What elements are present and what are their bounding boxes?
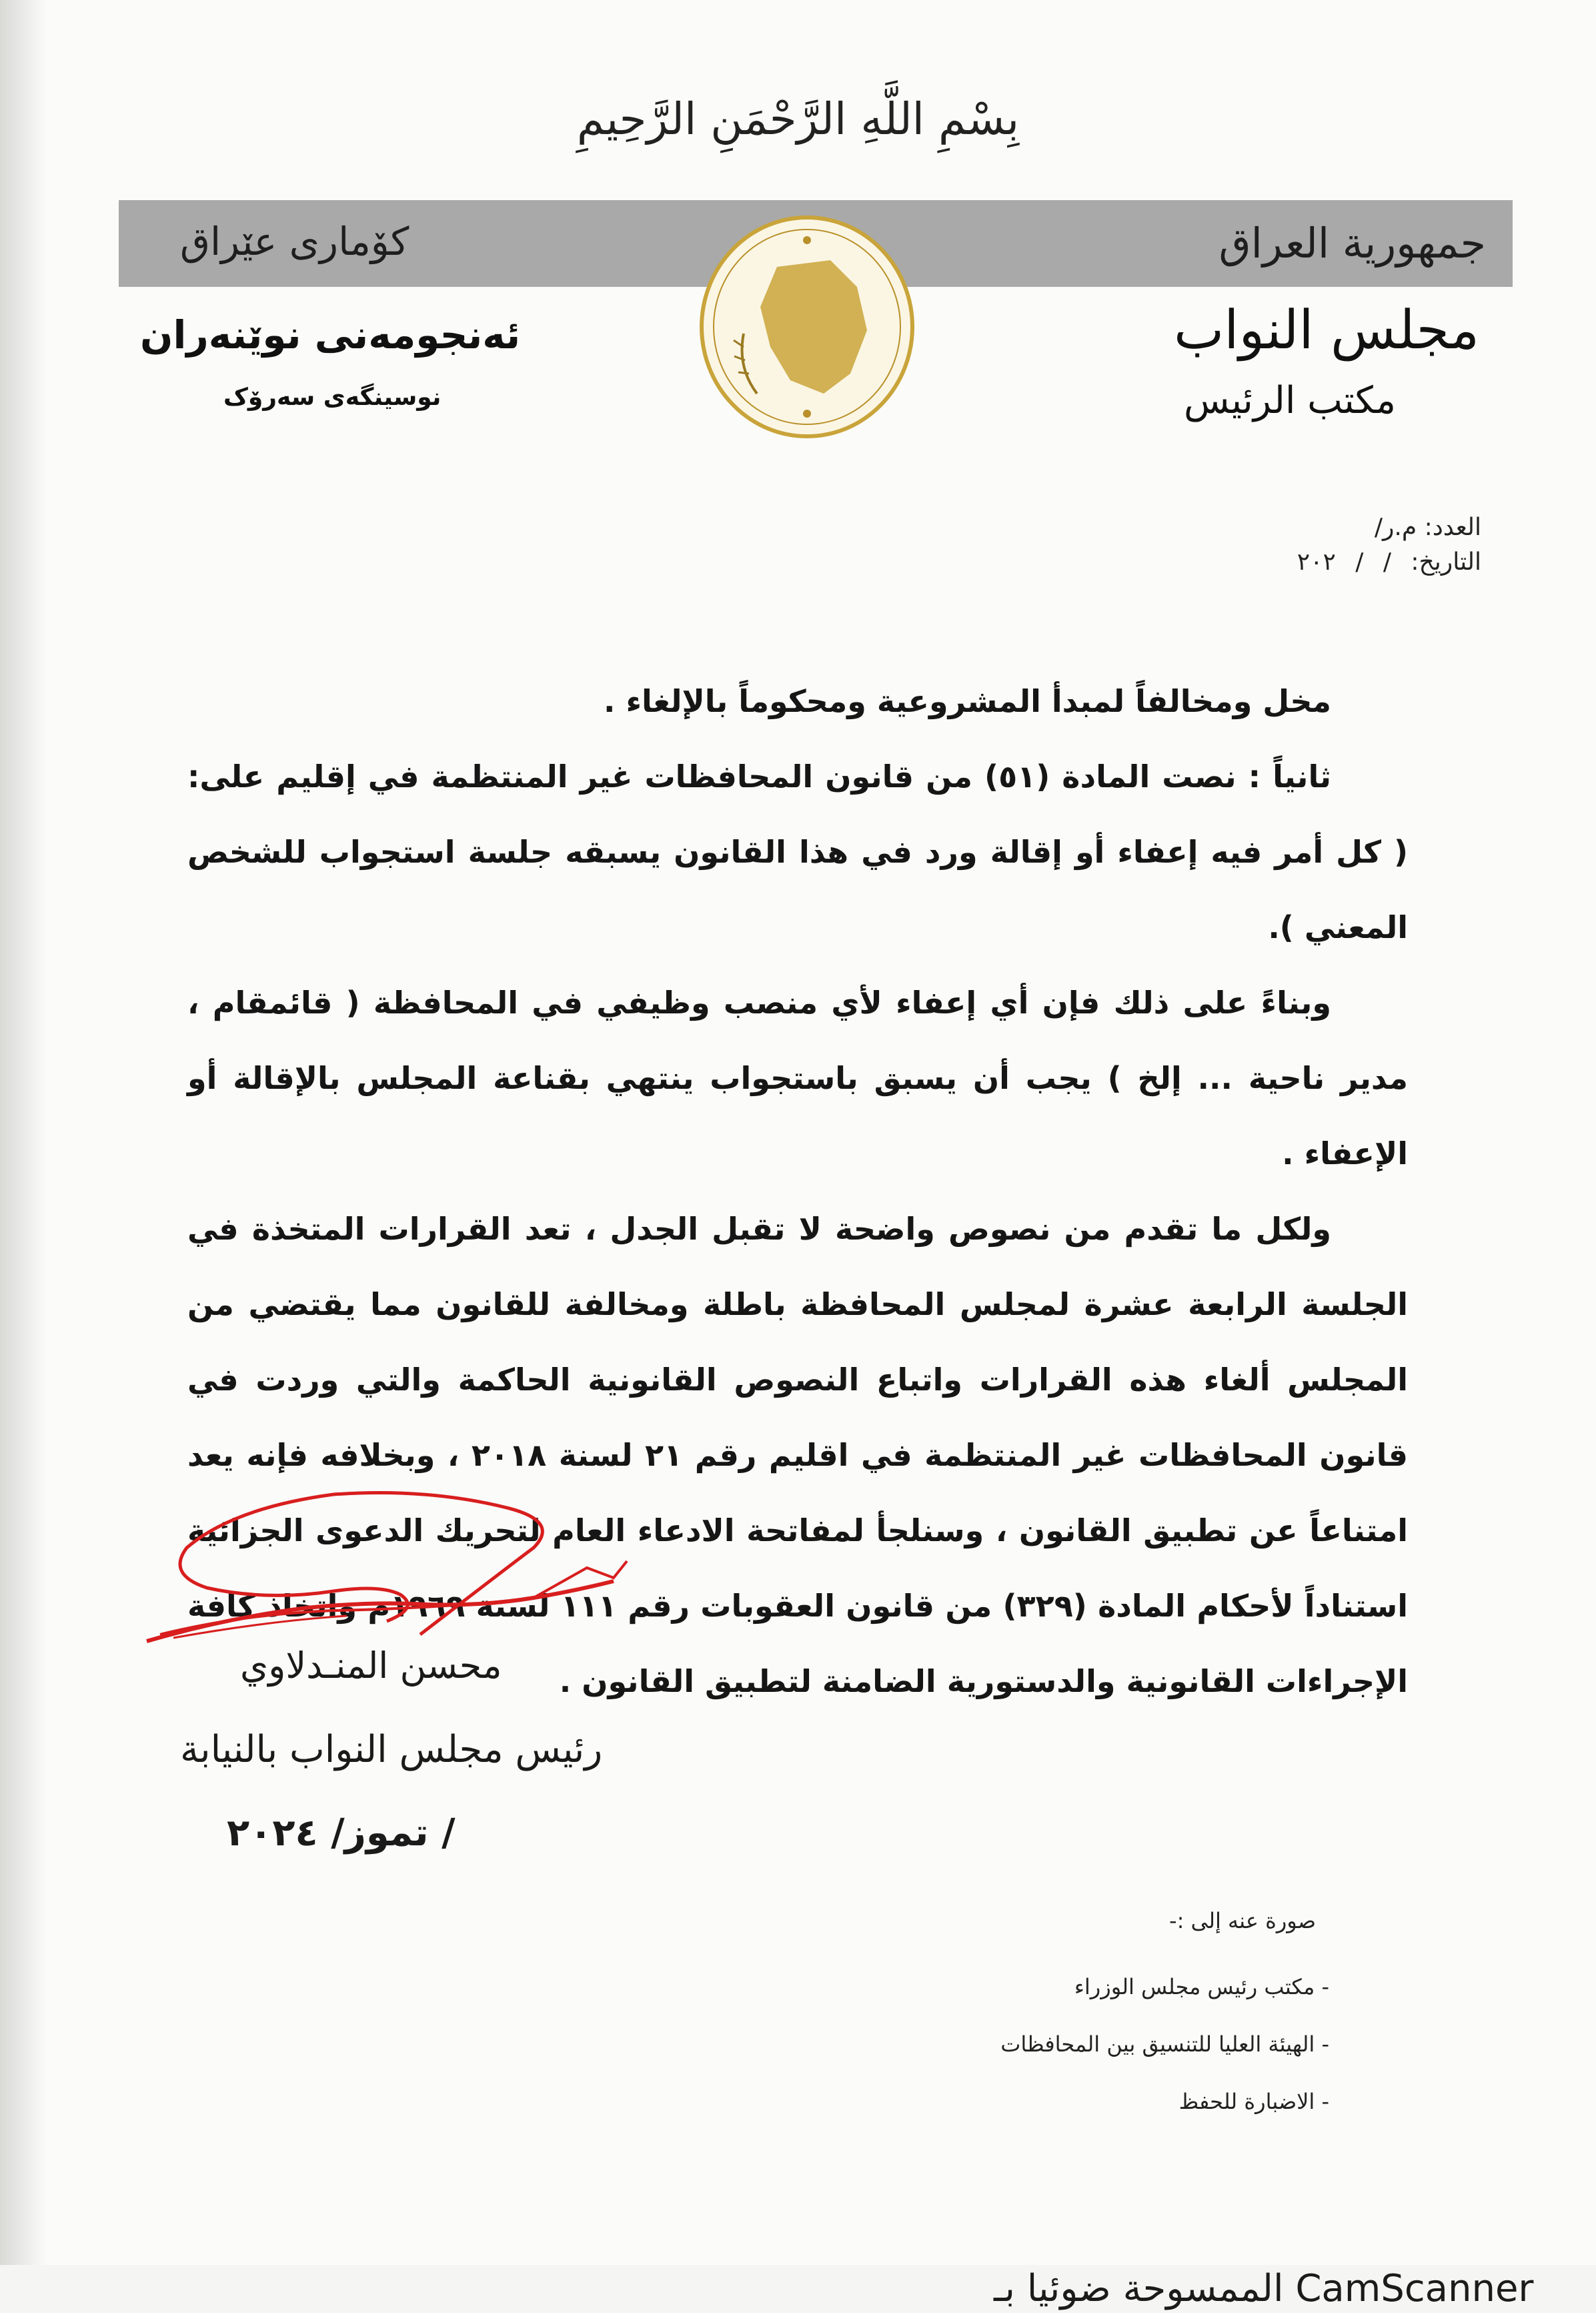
republic-name-kurdish: كۆماری عێراق bbox=[180, 219, 410, 264]
body-paragraph-2: ثانياً : نصت المادة (٥١) من قانون المحافظات غير المنتظمة في إقليم على: ( كل أمر فيه إعفاء أو إقالة ورد في هذا القانون يسبقه جلسة استجواب للشخص المعني ). bbox=[187, 759, 1408, 945]
cc-list bbox=[1000, 1958, 1329, 2130]
body-paragraph-4: ولكل ما تقدم من نصوص واضحة لا تقبل الجدل ، تعد القرارات المتخذة في الجلسة الرابعة عشرة لمجلس المحافظة باطلة ومخالفة للقانون مما يقتضي من المجلس ألغاء هذه القرارات واتباع النصوص القانونية الحاكمة والتي وردت في قانون المحافظات غير المنتظمة في اقليم رقم ٢١ لسنة ٢٠١٨ ، وبخلافه فإنه يعد امتناعاً عن تطبيق القانون ، وسنلجأ لمفاتحة الادعاء العام لتحريك الدعوى الجزائية استناداً لأحكام المادة (٣٢٩) من قانون العقوبات رقم ١١١ لسنة ١٩٦٩م واتخاذ كافة الإجراءات القانونية والدستورية الضامنة لتطبيق القانون . bbox=[187, 1211, 1408, 1699]
cc-item: - الاضبارة للحفظ bbox=[1178, 2089, 1329, 2114]
office-name-arabic: مكتب الرئيس bbox=[1183, 379, 1396, 422]
cc-heading: صورة عنه إلى :- bbox=[1169, 1908, 1316, 1933]
signatory-name: محسن المنـدلاوي bbox=[240, 1645, 502, 1687]
council-name-kurdish: ئەنجومەنی نوێنەران bbox=[140, 312, 521, 358]
cc-item: - الهيئة العليا للتنسيق بين المحافظات bbox=[1000, 2031, 1329, 2057]
parliament-seal-icon bbox=[697, 213, 917, 440]
signature-date: / تموز/ ٢٠٢٤ bbox=[227, 1811, 456, 1855]
handwritten-signature bbox=[133, 1468, 654, 1668]
republic-name-arabic: جمهورية العراق bbox=[1219, 219, 1486, 268]
scan-edge-shadow bbox=[0, 0, 47, 2313]
body-paragraph-1: مخل ومخالفاً لمبدأ المشروعية ومحكوماً بالإلغاء . bbox=[603, 683, 1331, 719]
scanner-watermark: الممسوحة ضوئيا بـ CamScanner bbox=[994, 2267, 1534, 2310]
reference-date-label: التاريخ: bbox=[1411, 548, 1481, 576]
reference-date bbox=[1297, 548, 1481, 576]
basmala: بِسْمِ اللَّهِ الرَّحْمَنِ الرَّحِيمِ bbox=[576, 93, 1020, 145]
office-name-kurdish: نوسینگەی سەرۆک bbox=[223, 384, 442, 411]
reference-date-value: / / ٢٠٢ bbox=[1297, 548, 1391, 576]
cc-item: - مكتب رئيس مجلس الوزراء bbox=[1074, 1974, 1329, 1999]
signatory-title: رئيس مجلس النواب بالنيابة bbox=[180, 1728, 603, 1771]
body-paragraph-3: وبناءً على ذلك فإن أي إعفاء لأي منصب وظيفي في المحافظة ( قائمقام ، مدير ناحية ... إلخ ) يجب أن يسبق باستجواب ينتهي بقناعة المجلس بالإقالة أو الإعفاء . bbox=[187, 985, 1408, 1172]
reference-number: العدد: م.ر/ bbox=[1374, 514, 1481, 541]
council-name-arabic: مجلس النواب bbox=[1173, 299, 1479, 361]
